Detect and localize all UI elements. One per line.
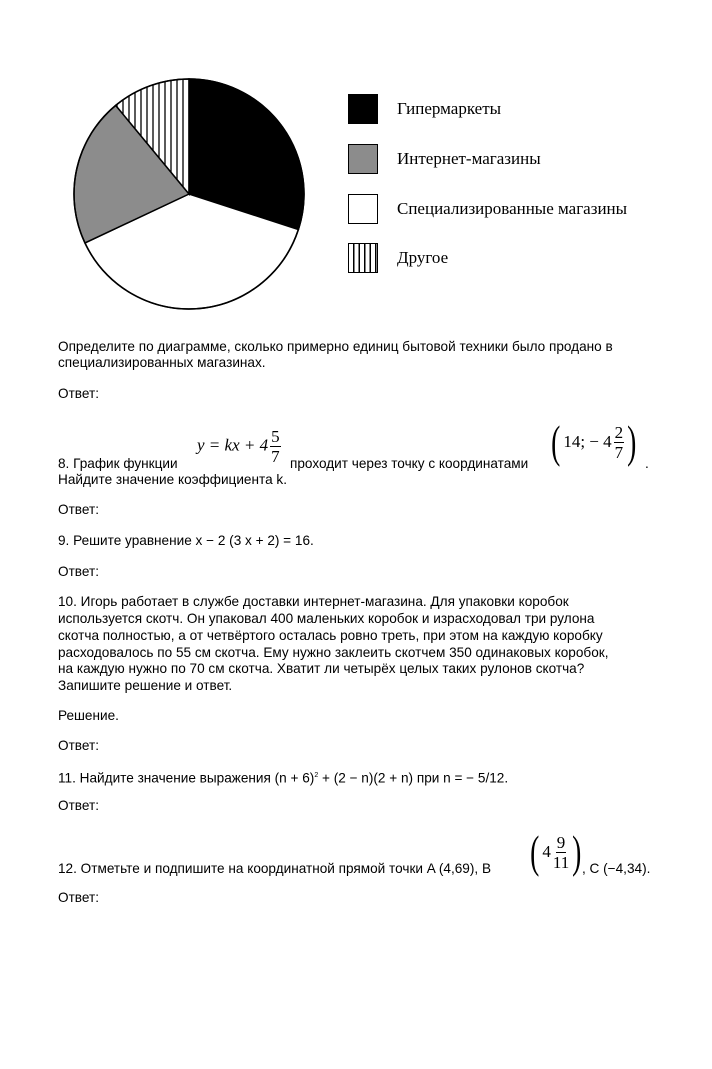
q8-end: .	[645, 456, 649, 471]
q8-function-fraction	[270, 428, 281, 465]
q12-point-b-fraction	[553, 834, 569, 871]
q8-line2: Найдите значение коэффициента k.	[58, 472, 287, 487]
q12-answer-label: Ответ:	[58, 890, 99, 905]
q12-point-b-lparen: (	[530, 826, 540, 877]
q8-function-den: 7	[271, 447, 280, 466]
q8-point	[548, 416, 639, 468]
q10-line5: на каждую нужно по 70 см скотча. Хватит ли четырёх целых таких рулонов скотча?	[58, 661, 585, 676]
q11-exponent: 2	[314, 772, 319, 779]
legend-swatch-hypermarkets	[348, 94, 378, 124]
q7-answer-label: Ответ:	[58, 386, 99, 401]
q8-point-lparen: (	[551, 416, 561, 467]
q12-prefix: 12. Отметьте и подпишите на координатной прямой точки A (4,69), B	[58, 861, 492, 876]
q8-point-fraction	[614, 424, 625, 461]
q8-function-lhs: y = kx + 4	[197, 435, 269, 455]
q12-point-b	[527, 826, 585, 878]
legend-label-specialized: Специализированные магазины	[397, 199, 628, 218]
q7-text-line1: Определите по диаграмме, сколько примерно единиц бытовой техники было продано в	[58, 339, 613, 354]
q12-point-b-whole: 4	[542, 842, 551, 861]
q10-line4: расходовалось по 55 см скотча. Ему нужно заклеить скотчем 350 одинаковых коробок,	[58, 645, 609, 660]
q8-point-num: 2	[614, 422, 624, 442]
legend-label-other: Другое	[397, 248, 449, 267]
q10-line2: используется скотч. Он упаковал 400 маленьких коробок и израсходовал три рулона	[58, 611, 595, 626]
q10-line6: Запишите решение и ответ.	[58, 678, 233, 693]
q7-text-line2: специализированных магазинах.	[58, 355, 266, 370]
q12-point-b-den: 11	[552, 852, 570, 872]
legend-swatch-other	[348, 243, 378, 273]
q12-point-b-num: 9	[556, 832, 566, 852]
q8-prefix: 8. График функции	[58, 456, 178, 471]
q11-text-after: + (2 − n)(2 + n) при n = − 5/12.	[318, 770, 509, 786]
q10-line1: 10. Игорь работает в службе доставки интернет-магазина. Для упаковки коробок	[58, 594, 569, 609]
legend-swatch-specialized	[348, 194, 378, 224]
q8-point-x: 14; − 4	[563, 432, 612, 451]
q8-point-rparen: )	[627, 416, 637, 467]
q11-answer-label: Ответ:	[58, 798, 99, 813]
q8-function	[197, 428, 281, 465]
legend-label-online: Интернет-магазины	[397, 149, 541, 168]
q11-text-before: 11. Найдите значение выражения (n + 6)	[58, 770, 315, 786]
q9-text: 9. Решите уравнение x − 2 (3 x + 2) = 16.	[58, 533, 314, 548]
q11-text	[58, 768, 508, 787]
q8-answer-label: Ответ:	[58, 502, 99, 517]
q10-line3: скотча полностью, а от четвёртого осталась ровно треть, при этом на каждую коробку	[58, 628, 603, 643]
legend-label-hypermarkets: Гипермаркеты	[397, 99, 502, 118]
q8-middle: проходит через точку с координатами	[290, 456, 529, 471]
q9-answer-label: Ответ:	[58, 564, 99, 579]
q12-point-b-rparen: )	[572, 826, 582, 877]
q10-answer-label: Ответ:	[58, 738, 99, 753]
q8-point-den: 7	[614, 442, 624, 462]
q8-function-num: 5	[271, 427, 280, 446]
legend-swatch-online	[348, 144, 378, 174]
q10-solution-label: Решение.	[58, 708, 119, 723]
q12-suffix: , C (−4,34).	[582, 861, 651, 876]
